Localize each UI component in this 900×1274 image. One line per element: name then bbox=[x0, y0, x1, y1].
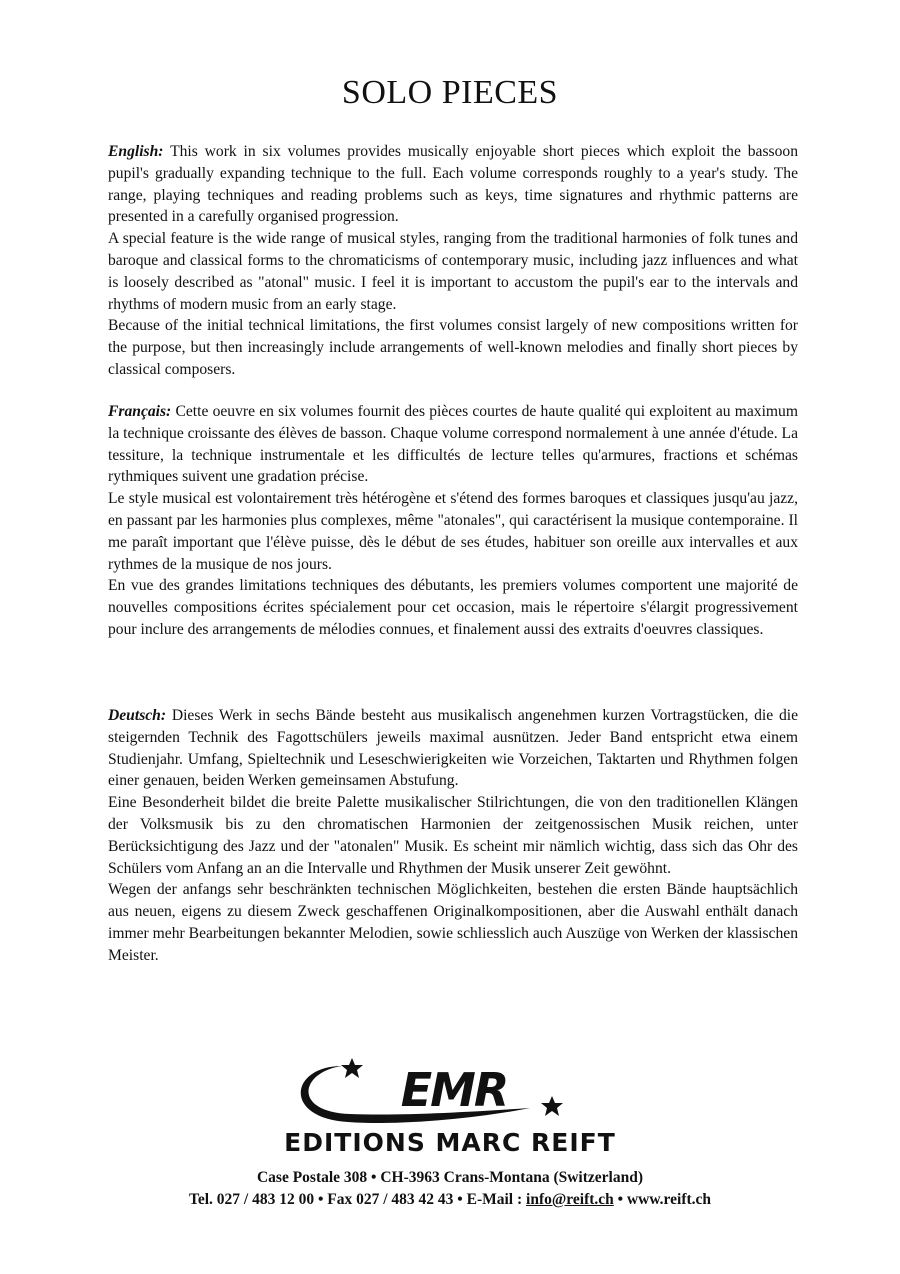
french-label: Français: bbox=[108, 403, 172, 420]
french-paragraph-2: Le style musical est volontairement très hétérogène et s'étend des formes baroques et classiques jusqu'au jazz, en passant par les harmonies plus complexes, même "atonales", qui caractérisent la musique contemporaine. Il me paraît important que l'élève puisse, dès le début de ses études, habituer son oreille aux intervalles et aux rythmes de la musique de nos jours. bbox=[108, 490, 798, 573]
english-paragraph-3: Because of the initial technical limitations, the first volumes consist largely of new compositions written for the purpose, but then increasingly include arrangements of well-known melodies and finally short pieces by classical composers. bbox=[108, 317, 798, 378]
english-paragraph-2: A special feature is the wide range of musical styles, ranging from the traditional harmonies of folk tunes and baroque and classical forms to the chromaticisms of contemporary music, including jazz influences and what is loosely described as "atonal" music. I feel it is important to accustom the pupil's ear to the intervals and rhythms of modern music from an early stage. bbox=[108, 230, 798, 313]
german-paragraph-1-text: Dieses Werk in sechs Bände besteht aus musikalisch angenehmen kurzen Vortragstücken, die die steigernden Technik des Fagottschülers jeweils maximal ausnützen. Jeder Band entspricht etwa einem Studienjahr. Umfang, Spieltechnik und Leseschwierigkeiten wie Vorzeichen, Taktarten und Rhythmen folgen einer genauen, beiden Werken gemeinsamen Abstufung. bbox=[108, 707, 798, 790]
german-paragraph-2: Eine Besonderheit bildet die breite Palette musikalischer Stilrichtungen, die von den traditionellen Klängen der Volksmusik bis zu den chromatischen Harmonien der zeitgenossischen Musik reichen, unter Berücksichtigung des Jazz und der "atonalen" Musik. Es scheint mir nämlich wichtig, dass sich das Ohr des Schülers vom Anfang an an die Intervalle und Rhythmen der Musik unserer Zeit gewöhnt. bbox=[108, 794, 798, 877]
website-text: • www.reift.ch bbox=[613, 1191, 712, 1208]
logo-wordmark: EDITIONS MARC REIFT bbox=[284, 1128, 616, 1157]
german-section bbox=[108, 705, 798, 967]
german-label: Deutsch: bbox=[108, 707, 167, 724]
email-link[interactable]: info@reift.ch bbox=[526, 1191, 614, 1208]
german-paragraph-1 bbox=[108, 705, 798, 792]
english-paragraph-1 bbox=[108, 141, 798, 228]
address-line: Case Postale 308 • CH-3963 Crans-Montana (Switzerland) bbox=[256, 1169, 643, 1186]
french-paragraph-3: En vue des grandes limitations techniques des débutants, les premiers volumes comportent une majorité de nouvelles compositions écrites spécialement pour cet occasion, mais le répertoire s'élargit progressivement pour inclure des arrangements de mélodies connues, et finalement aussi des extraits d'oeuvres classiques. bbox=[108, 577, 798, 638]
english-paragraph-1-text: This work in six volumes provides musically enjoyable short pieces which exploit the bassoon pupil's gradually expanding technique to the full. Each volume corresponds roughly to a year's study. The range, playing techniques and reading problems such as keys, time signatures and rhythmic patterns are presented in a carefully organised progression. bbox=[108, 143, 798, 226]
logo-star-left bbox=[341, 1058, 363, 1078]
contact-line bbox=[0, 1191, 900, 1209]
logo-emr-mark: EMR bbox=[400, 1063, 508, 1117]
english-section bbox=[108, 141, 798, 381]
french-section bbox=[108, 401, 798, 641]
french-paragraph-1-text: Cette oeuvre en six volumes fournit des pièces courtes de haute qualité qui exploitent au maximum la technique croissante des élèves de basson. Chaque volume correspond normalement à une année d'étude. La tessiture, la technique instrumentale et les difficultés de lecture telles qu'armures, fractions et schémas rythmiques suivent une gradation précise. bbox=[108, 403, 798, 486]
contact-phone-fax: Tel. 027 / 483 12 00 • Fax 027 / 483 42 43 • E-Mail : bbox=[188, 1191, 527, 1208]
page-title: SOLO PIECES bbox=[341, 74, 559, 111]
french-paragraph-1 bbox=[108, 401, 798, 488]
german-paragraph-3: Wegen der anfangs sehr beschränkten technischen Möglichkeiten, bestehen die ersten Bände hauptsächlich aus neuen, eigens zu diesem Zweck geschaffenen Originalkompositionen, aber die Auswahl enthält danach immer mehr Bearbeitungen bekannter Melodien, sowie schliesslich auch Auszüge von Werken der klassischen Meister. bbox=[108, 881, 798, 964]
logo-star-right bbox=[541, 1096, 563, 1116]
emr-logo bbox=[230, 1052, 670, 1157]
english-label: English: bbox=[108, 143, 164, 160]
